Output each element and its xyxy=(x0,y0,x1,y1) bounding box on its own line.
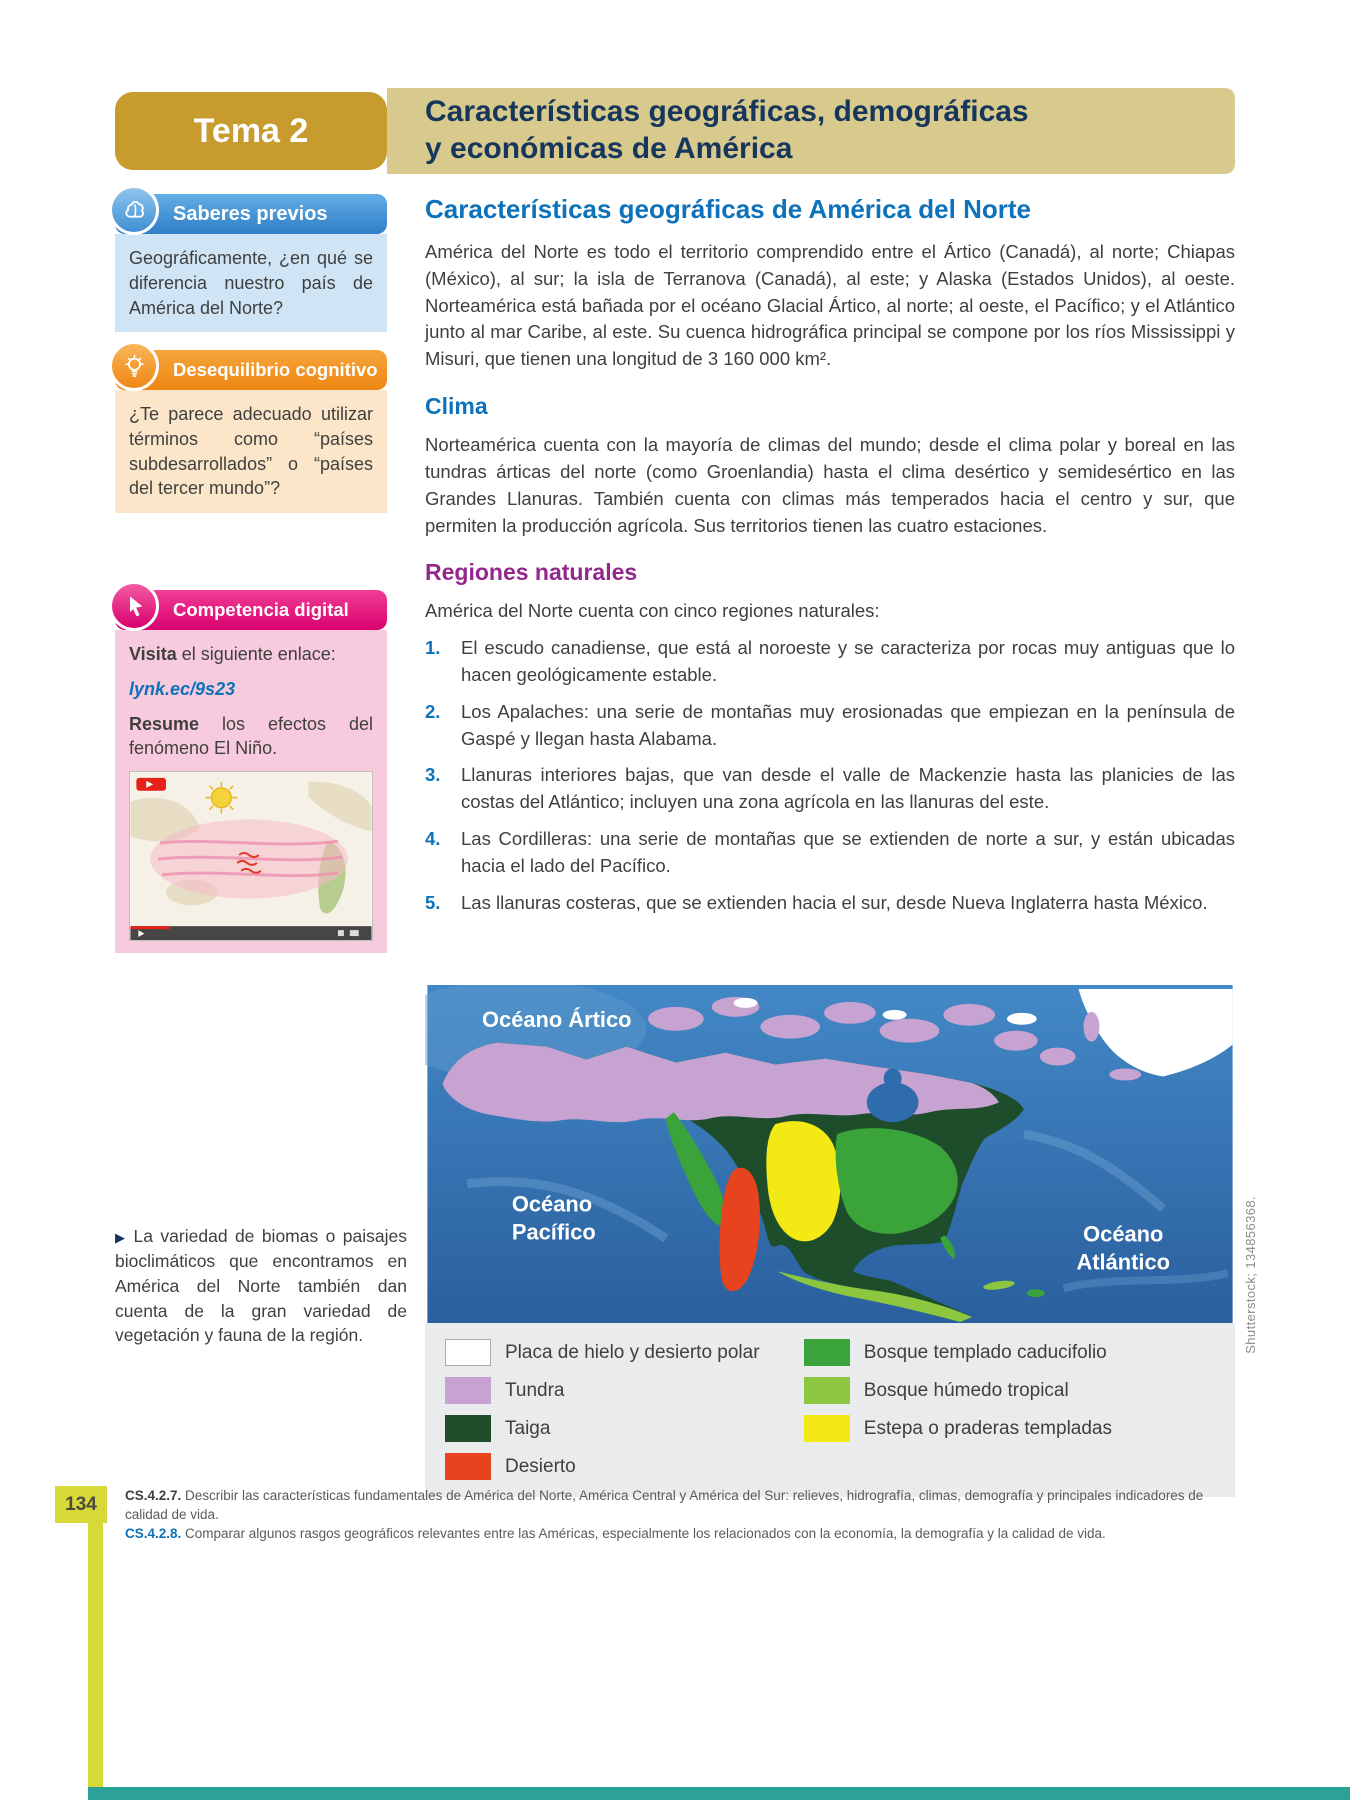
legend-item xyxy=(804,1415,1225,1442)
triangle-bullet-icon: ▶ xyxy=(115,1230,128,1245)
legend-swatch-estepa xyxy=(804,1415,850,1442)
visita-line xyxy=(129,642,373,667)
margin-note xyxy=(115,1224,407,1348)
desequilibrio-box xyxy=(115,350,387,513)
tema-label: Tema 2 xyxy=(193,111,309,150)
legend-label: Desierto xyxy=(505,1455,576,1477)
legend-swatch-ice xyxy=(445,1339,491,1366)
list-text: Las Cordilleras: una serie de montañas que se extienden de norte a sur, y están ubicadas hacia el lado del Pacífico. xyxy=(461,828,1235,876)
bottom-bar xyxy=(88,1787,1350,1800)
list-item xyxy=(425,762,1235,816)
saberes-previos-header xyxy=(115,194,387,234)
standard-code-2: CS.4.2.8. xyxy=(125,1525,182,1541)
map-legend xyxy=(425,1323,1235,1497)
legend-item xyxy=(804,1339,1225,1366)
list-number: 4. xyxy=(425,828,441,849)
saberes-previos-box xyxy=(115,194,387,332)
list-text: Los Apalaches: una serie de montañas muy erosionadas que empiezan en la península de Gaspé y llegan hasta Alabama. xyxy=(461,700,1235,749)
page-title-line1: Características geográficas, demográficas xyxy=(425,95,1029,129)
subheading-clima: Clima xyxy=(425,393,488,420)
north-america-biomes-map xyxy=(425,985,1235,1323)
standard-text-1: Describir las características fundamentales de América del Norte, América Central y América del Sur: relieves, hidrografía, climas, demografía y principales indicadores de calidad de vida. xyxy=(125,1488,1204,1522)
page-title-line2: y económicas de América xyxy=(425,132,793,165)
legend-label: Taiga xyxy=(505,1417,551,1439)
legend-label: Estepa o praderas templadas xyxy=(863,1417,1113,1439)
desequilibrio-header xyxy=(115,350,387,390)
list-number: 5. xyxy=(425,891,441,913)
saberes-previos-title: Saberes previos xyxy=(173,202,328,225)
legend-swatch-bosque-humedo xyxy=(804,1377,850,1404)
list-text: Llanuras interiores bajas, que van desde el valle de Mackenzie hasta las planicies de las costas del Atlántico; incluyen una zona agrícola en las llanuras del este. xyxy=(461,764,1235,813)
legend-column-left xyxy=(445,1339,804,1491)
desequilibrio-title: Desequilibrio cognitivo xyxy=(173,359,378,380)
list-number: 1. xyxy=(425,637,441,659)
label-oceano-artico: Océano Ártico xyxy=(482,1006,632,1032)
visita-bold: Visita xyxy=(129,644,177,664)
legend-item xyxy=(445,1377,804,1404)
label-oceano-pacifico-1: Océano xyxy=(511,1191,593,1217)
legend-swatch-taiga xyxy=(445,1415,491,1442)
legend-label: Bosque húmedo tropical xyxy=(863,1379,1069,1401)
legend-label: Tundra xyxy=(505,1379,565,1401)
legend-item xyxy=(445,1453,804,1480)
list-item xyxy=(425,826,1235,880)
paragraph-regiones-intro: América del Norte cuenta con cinco regiones naturales: xyxy=(425,600,880,622)
list-item xyxy=(425,699,1235,753)
competencia-digital-box xyxy=(115,590,387,953)
list-item xyxy=(425,635,1235,689)
competencia-digital-title: Competencia digital xyxy=(173,599,349,620)
saberes-previos-body: Geográficamente, ¿en qué se diferencia nuestro país de América del Norte? xyxy=(115,234,387,332)
standard-text-2: Comparar algunos rasgos geográficos relevantes entre las Américas, especialmente los relacionados con la economía, la demografía y la calidad de vida. xyxy=(181,1525,1106,1541)
curriculum-standards xyxy=(125,1487,1237,1544)
resume-line xyxy=(129,712,373,762)
list-text: El escudo canadiense, que está al noroeste y se caracteriza por rocas muy antiguas que lo hacen geológicamente estable. xyxy=(461,637,1235,685)
standard-code-1: CS.4.2.7. xyxy=(125,1488,182,1503)
legend-column-right xyxy=(804,1339,1225,1491)
competencia-digital-header xyxy=(115,590,387,630)
list-number: 2. xyxy=(425,700,441,722)
standard-line-1 xyxy=(125,1487,1237,1525)
subheading-regiones: Regiones naturales xyxy=(425,559,638,586)
image-credit: Shutterstock; 134856368. xyxy=(1243,1196,1258,1354)
label-oceano-pacifico-2: Pacífico xyxy=(511,1219,596,1245)
lightbulb-icon xyxy=(109,341,159,391)
resume-bold: Resume xyxy=(129,713,200,734)
brain-icon xyxy=(109,185,159,235)
cursor-icon xyxy=(109,581,159,631)
label-oceano-atlantico-1: Océano xyxy=(1083,1221,1164,1247)
paragraph-clima: Norteamérica cuenta con la mayoría de climas del mundo; desde el clima polar y boreal en las tundras árticas del norte (como Groenlandia) hasta el clima desértico y semidesértico en las Grandes Llanuras. También cuenta con climas más temperados hacia el centro y sur, que permiten la producción agrícola. Sus territorios tienen las cuatro estaciones. xyxy=(425,434,1235,536)
list-number: 3. xyxy=(425,764,441,786)
page-title xyxy=(387,88,1235,174)
visita-rest: el siguiente enlace: xyxy=(176,644,336,664)
resume-rest: los efectos del fenómeno El Niño. xyxy=(129,713,373,759)
main-column xyxy=(425,194,1235,926)
page-number: 134 xyxy=(55,1486,107,1523)
legend-item xyxy=(804,1377,1225,1404)
legend-swatch-bosque-templado xyxy=(804,1339,850,1366)
standard-line-2 xyxy=(125,1525,1237,1544)
margin-note-text: La variedad de biomas o paisajes bioclimáticos que encontramos en América del Norte también dan cuenta de la gran variedad de vegetación y fauna de la región. xyxy=(115,1226,407,1346)
section-heading: Características geográficas de América del Norte xyxy=(425,194,1031,224)
video-thumbnail[interactable] xyxy=(129,771,373,941)
legend-item xyxy=(445,1415,804,1442)
label-oceano-atlantico-2: Atlántico xyxy=(1076,1249,1171,1275)
biomes-map-figure xyxy=(425,985,1235,1497)
legend-label: Bosque templado caducifolio xyxy=(863,1341,1107,1363)
list-item xyxy=(425,890,1235,917)
desequilibrio-body: ¿Te parece adecuado utilizar términos como “países subdesarrollados” o “países del tercer mundo”? xyxy=(115,390,387,513)
legend-swatch-tundra xyxy=(445,1377,491,1404)
legend-item xyxy=(445,1339,804,1366)
tema-badge xyxy=(115,92,387,170)
list-text: Las llanuras costeras, que se extienden hacia el sur, desde Nueva Inglaterra hasta México. xyxy=(461,891,1208,913)
paragraph-geografia: América del Norte es todo el territorio comprendido entre el Ártico (Canadá), al norte; Chiapas (México), al sur; la isla de Terranova (Canadá), al este; y Alaska (Estados Unidos), al oeste. Norteamérica está bañada por el océano Glacial Ártico, al norte; al oeste, el Pacífico; y el Atlántico junto al mar Caribe, al este. Su cuenca hidrográfica principal se compone por los ríos Mississippi y Misuri, que tienen una longitud de 3 160 000 km². xyxy=(425,241,1235,370)
legend-swatch-desierto xyxy=(445,1453,491,1480)
regions-list xyxy=(425,635,1235,916)
legend-label: Placa de hielo y desierto polar xyxy=(505,1341,760,1363)
external-link[interactable]: lynk.ec/9s23 xyxy=(129,678,236,699)
competencia-digital-body xyxy=(115,630,387,953)
page-edge-strip xyxy=(88,1523,103,1787)
